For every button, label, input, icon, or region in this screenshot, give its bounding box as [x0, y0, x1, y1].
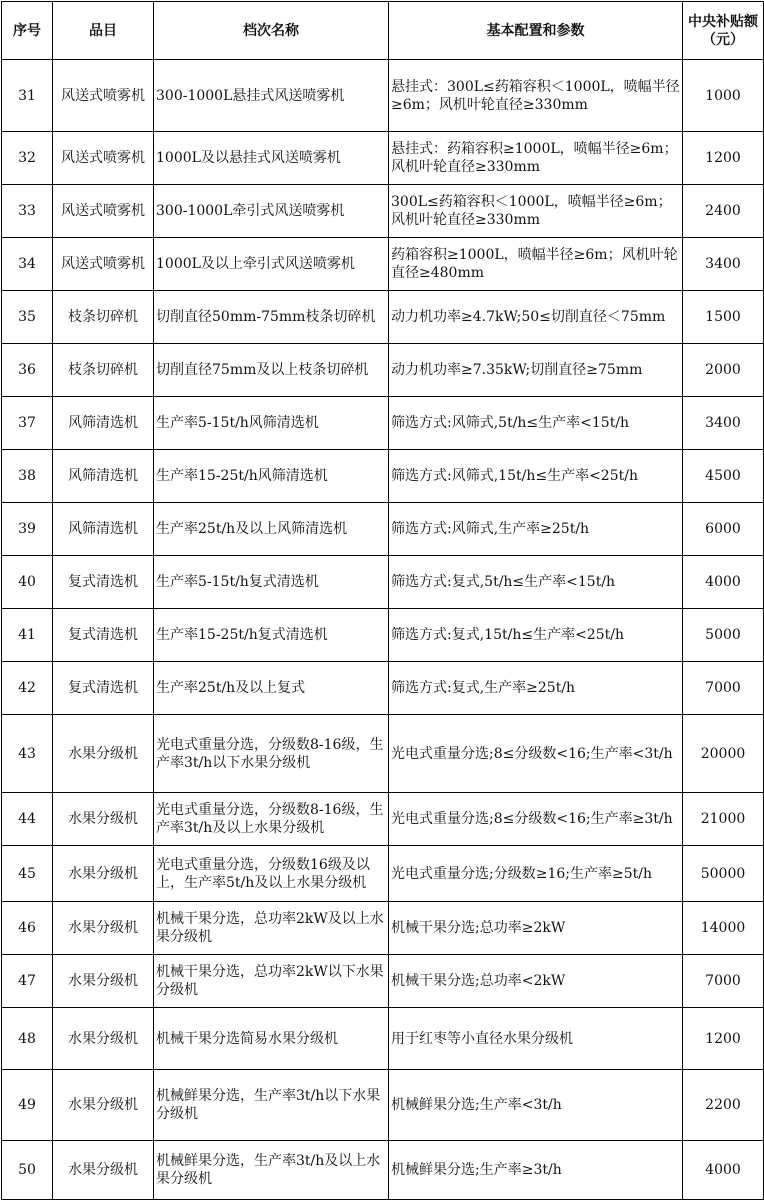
row-no: 45	[2, 846, 53, 902]
row-amount: 7000	[683, 662, 764, 715]
row-grade: 光电式重量分选，分级数8-16级，生产率3t/h以下水果分级机	[154, 715, 389, 793]
row-grade: 生产率25t/h及以上风筛清选机	[154, 503, 389, 556]
header-amount: 中央补贴额（元）	[683, 2, 764, 60]
row-spec: 筛选方式:风筛式,15t/h≤生产率<25t/h	[389, 450, 683, 503]
row-category: 水果分级机	[53, 715, 154, 793]
row-spec: 动力机功率≥7.35kW;切削直径≥75mm	[389, 344, 683, 397]
row-amount: 3400	[683, 238, 764, 291]
row-no: 37	[2, 397, 53, 450]
row-amount: 4000	[683, 556, 764, 609]
row-grade: 光电式重量分选，分级数8-16级，生产率3t/h及以上水果分级机	[154, 793, 389, 846]
row-no: 44	[2, 793, 53, 846]
row-amount: 2400	[683, 185, 764, 238]
row-category: 水果分级机	[53, 846, 154, 902]
header-grade: 档次名称	[154, 2, 389, 60]
row-spec: 机械干果分选;总功率<2kW	[389, 955, 683, 1008]
row-no: 35	[2, 291, 53, 344]
row-spec: 机械鲜果分选;生产率<3t/h	[389, 1070, 683, 1141]
header-spec: 基本配置和参数	[389, 2, 683, 60]
row-spec: 光电式重量分选;8≤分级数<16;生产率≥3t/h	[389, 793, 683, 846]
row-amount: 14000	[683, 902, 764, 955]
table-row	[2, 397, 764, 450]
row-category: 水果分级机	[53, 793, 154, 846]
table-row	[2, 662, 764, 715]
row-grade: 1000L及以悬挂式风送喷雾机	[154, 132, 389, 185]
table-row	[2, 132, 764, 185]
row-amount: 1000	[683, 60, 764, 132]
row-grade: 300-1000L悬挂式风送喷雾机	[154, 60, 389, 132]
table-row	[2, 556, 764, 609]
row-spec: 光电式重量分选;分级数≥16;生产率≥5t/h	[389, 846, 683, 902]
row-category: 水果分级机	[53, 902, 154, 955]
row-category: 水果分级机	[53, 1141, 154, 1200]
row-amount: 6000	[683, 503, 764, 556]
row-no: 40	[2, 556, 53, 609]
row-no: 34	[2, 238, 53, 291]
row-amount: 1200	[683, 1008, 764, 1070]
row-no: 50	[2, 1141, 53, 1200]
row-amount: 1200	[683, 132, 764, 185]
row-no: 42	[2, 662, 53, 715]
row-grade: 生产率15-25t/h复式清选机	[154, 609, 389, 662]
table-row	[2, 846, 764, 902]
row-category: 风筛清选机	[53, 503, 154, 556]
row-grade: 生产率25t/h及以上复式	[154, 662, 389, 715]
row-category: 风筛清选机	[53, 397, 154, 450]
row-spec: 光电式重量分选;8≤分级数<16;生产率<3t/h	[389, 715, 683, 793]
row-amount: 7000	[683, 955, 764, 1008]
row-grade: 机械鲜果分选，生产率3t/h以下水果分级机	[154, 1070, 389, 1141]
row-amount: 2200	[683, 1070, 764, 1141]
row-category: 水果分级机	[53, 955, 154, 1008]
table-row	[2, 793, 764, 846]
row-amount: 4000	[683, 1141, 764, 1200]
table-row	[2, 238, 764, 291]
row-spec: 悬挂式：300L≤药箱容积＜1000L，喷幅半径≥6m；风机叶轮直径≥330mm	[389, 60, 683, 132]
row-amount: 5000	[683, 609, 764, 662]
row-no: 33	[2, 185, 53, 238]
table-row	[2, 1008, 764, 1070]
row-no: 49	[2, 1070, 53, 1141]
row-no: 31	[2, 60, 53, 132]
row-no: 41	[2, 609, 53, 662]
row-grade: 机械鲜果分选，生产率3t/h及以上水果分级机	[154, 1141, 389, 1200]
row-grade: 切削直径50mm-75mm枝条切碎机	[154, 291, 389, 344]
row-no: 32	[2, 132, 53, 185]
row-grade: 生产率5-15t/h风筛清选机	[154, 397, 389, 450]
table-row	[2, 291, 764, 344]
row-category: 枝条切碎机	[53, 291, 154, 344]
table-row	[2, 344, 764, 397]
table-row	[2, 1070, 764, 1141]
table-row	[2, 503, 764, 556]
row-no: 43	[2, 715, 53, 793]
row-spec: 筛选方式:复式,15t/h≤生产率<25t/h	[389, 609, 683, 662]
row-amount: 4500	[683, 450, 764, 503]
row-category: 风送式喷雾机	[53, 60, 154, 132]
header-no: 序号	[2, 2, 53, 60]
row-category: 复式清选机	[53, 609, 154, 662]
row-category: 风送式喷雾机	[53, 132, 154, 185]
row-no: 36	[2, 344, 53, 397]
row-no: 46	[2, 902, 53, 955]
row-amount: 2000	[683, 344, 764, 397]
row-category: 枝条切碎机	[53, 344, 154, 397]
row-amount: 50000	[683, 846, 764, 902]
row-category: 水果分级机	[53, 1008, 154, 1070]
row-category: 复式清选机	[53, 556, 154, 609]
row-category: 复式清选机	[53, 662, 154, 715]
row-amount: 20000	[683, 715, 764, 793]
row-grade: 切削直径75mm及以上枝条切碎机	[154, 344, 389, 397]
table-header-row	[2, 2, 764, 60]
table-row	[2, 185, 764, 238]
row-category: 水果分级机	[53, 1070, 154, 1141]
table-row	[2, 955, 764, 1008]
row-spec: 机械干果分选;总功率≥2kW	[389, 902, 683, 955]
row-no: 47	[2, 955, 53, 1008]
row-spec: 用于红枣等小直径水果分级机	[389, 1008, 683, 1070]
row-grade: 光电式重量分选，分级数16级及以上，生产率5t/h及以上水果分级机	[154, 846, 389, 902]
row-spec: 筛选方式:复式,生产率≥25t/h	[389, 662, 683, 715]
row-grade: 机械干果分选简易水果分级机	[154, 1008, 389, 1070]
row-spec: 悬挂式：药箱容积≥1000L，喷幅半径≥6m；风机叶轮直径≥330mm	[389, 132, 683, 185]
row-no: 39	[2, 503, 53, 556]
row-spec: 筛选方式:复式,5t/h≤生产率<15t/h	[389, 556, 683, 609]
row-category: 风筛清选机	[53, 450, 154, 503]
table-row	[2, 1141, 764, 1200]
row-category: 风送式喷雾机	[53, 185, 154, 238]
row-spec: 机械鲜果分选;生产率≥3t/h	[389, 1141, 683, 1200]
subsidy-table	[1, 1, 764, 1200]
row-spec: 筛选方式:风筛式,生产率≥25t/h	[389, 503, 683, 556]
header-category: 品目	[53, 2, 154, 60]
row-grade: 生产率5-15t/h复式清选机	[154, 556, 389, 609]
row-grade: 1000L及以上牵引式风送喷雾机	[154, 238, 389, 291]
row-spec: 药箱容积≥1000L，喷幅半径≥6m；风机叶轮直径≥480mm	[389, 238, 683, 291]
row-grade: 机械干果分选，总功率2kW及以上水果分级机	[154, 902, 389, 955]
row-amount: 3400	[683, 397, 764, 450]
table-row	[2, 715, 764, 793]
row-spec: 动力机功率≥4.7kW;50≤切削直径＜75mm	[389, 291, 683, 344]
table-row	[2, 60, 764, 132]
row-amount: 1500	[683, 291, 764, 344]
row-grade: 300-1000L牵引式风送喷雾机	[154, 185, 389, 238]
row-no: 38	[2, 450, 53, 503]
table-row	[2, 609, 764, 662]
row-grade: 机械干果分选，总功率2kW以下水果分级机	[154, 955, 389, 1008]
table-row	[2, 450, 764, 503]
row-grade: 生产率15-25t/h风筛清选机	[154, 450, 389, 503]
row-spec: 筛选方式:风筛式,5t/h≤生产率<15t/h	[389, 397, 683, 450]
row-amount: 21000	[683, 793, 764, 846]
table-row	[2, 902, 764, 955]
row-spec: 300L≤药箱容积＜1000L，喷幅半径≥6m；风机叶轮直径≥330mm	[389, 185, 683, 238]
row-category: 风送式喷雾机	[53, 238, 154, 291]
row-no: 48	[2, 1008, 53, 1070]
